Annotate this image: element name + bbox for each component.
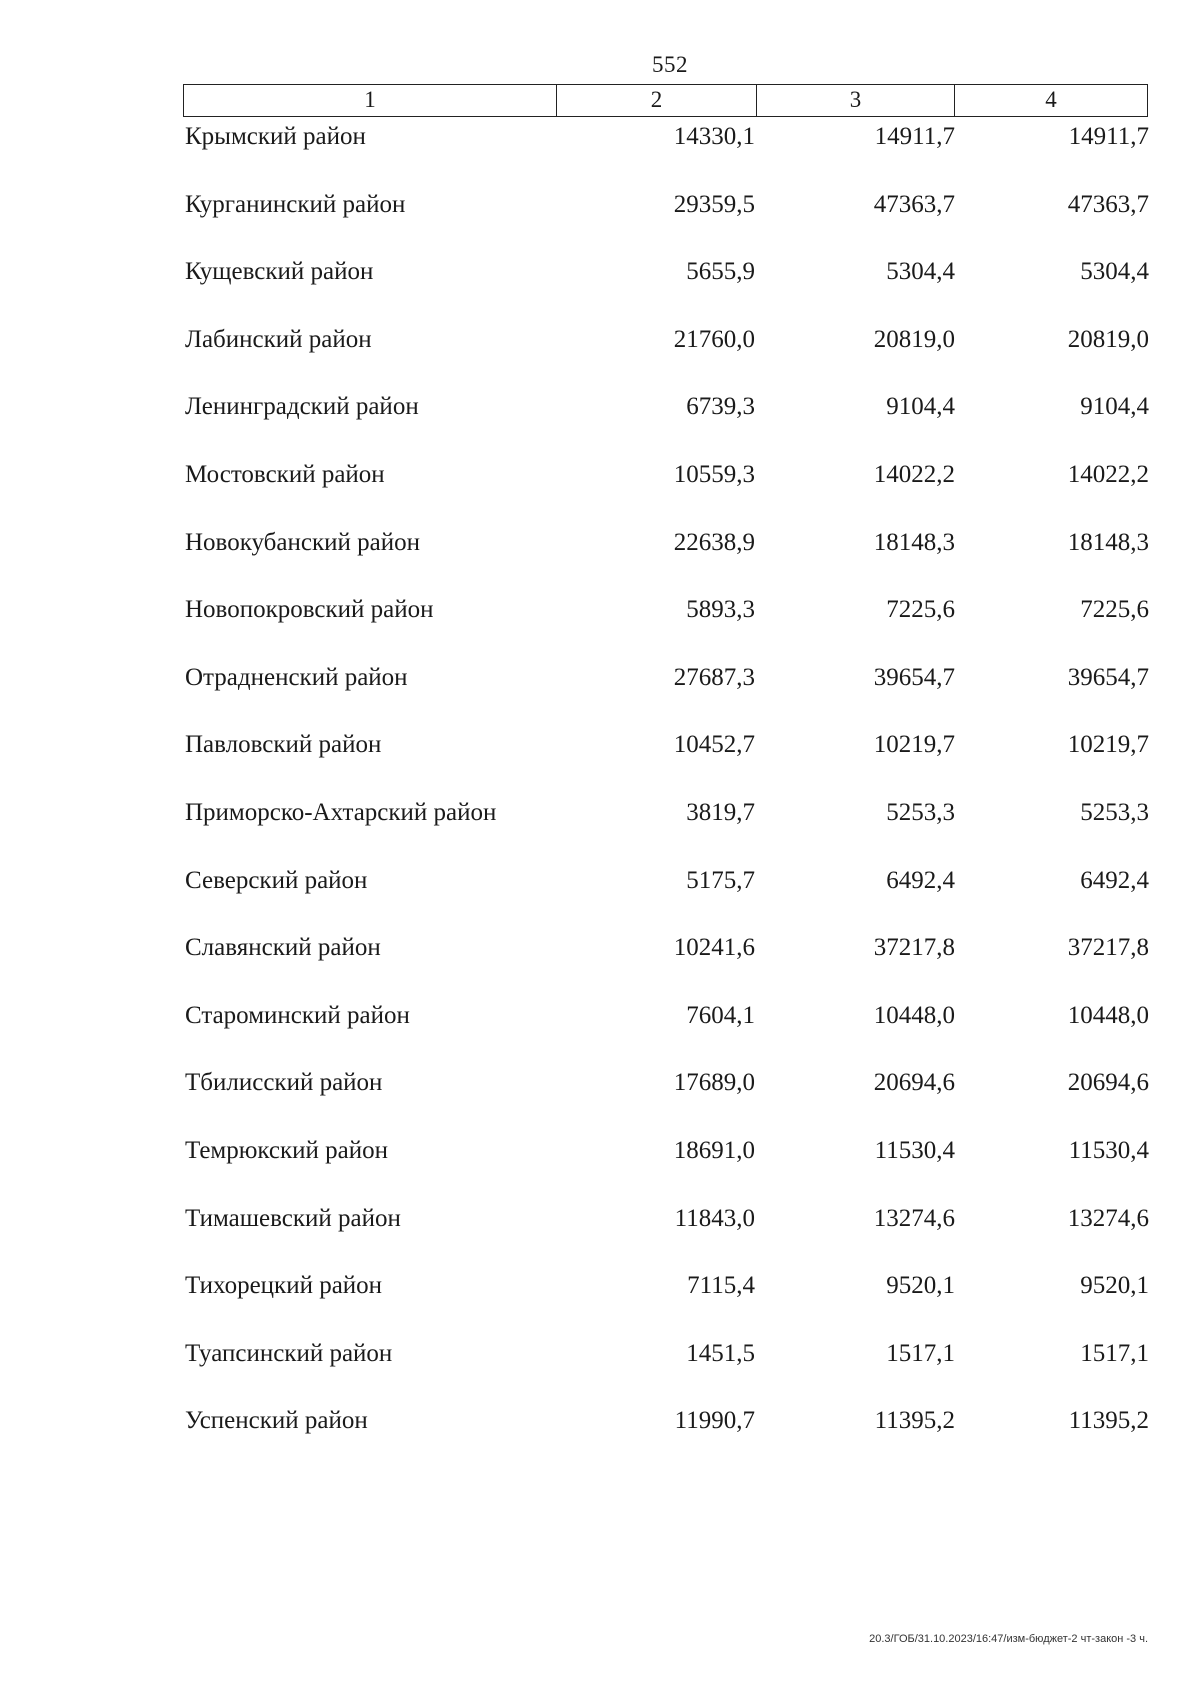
column-3-value-cell: 18148,3 [873,529,955,556]
column-4-value-cell: 37217,8 [1067,934,1149,961]
district-name-cell: Северский район [185,867,368,894]
table-row [183,728,1149,762]
column-4-value-cell: 13274,6 [1067,1205,1149,1232]
column-4-value-cell: 5253,3 [1080,799,1149,826]
district-name-cell: Туапсинский район [185,1340,393,1367]
column-3-value-cell: 37217,8 [873,934,955,961]
table-row [183,188,1149,222]
column-4-value-cell: 47363,7 [1067,191,1149,218]
column-3-value-cell: 11395,2 [874,1407,955,1434]
table-row [183,255,1149,289]
column-4-value-cell: 10448,0 [1067,1002,1149,1029]
column-4-value-cell: 9104,4 [1080,393,1149,420]
table-row [183,796,1149,830]
district-name-cell: Кущевский район [185,258,374,285]
table-row [183,1337,1149,1371]
column-2-value-cell: 27687,3 [673,664,755,691]
district-name-cell: Успенский район [185,1407,368,1434]
table-row [183,1202,1149,1236]
column-2-value-cell: 10452,7 [673,731,755,758]
column-2-value-cell: 1451,5 [686,1340,755,1367]
column-3-value-cell: 6492,4 [886,867,955,894]
column-3-value-cell: 5304,4 [886,258,955,285]
district-name-cell: Приморско-Ахтарский район [185,799,497,826]
column-2-value-cell: 21760,0 [673,326,755,353]
column-4-value-cell: 39654,7 [1067,664,1149,691]
column-4-value-cell: 11395,2 [1068,1407,1149,1434]
district-name-cell: Тбилисский район [185,1069,383,1096]
column-4-value-cell: 5304,4 [1080,258,1149,285]
column-2-value-cell: 11843,0 [674,1205,755,1232]
table-row [183,1134,1149,1168]
column-4-value-cell: 9520,1 [1080,1272,1149,1299]
column-2-value-cell: 5655,9 [686,258,755,285]
column-2-value-cell: 5893,3 [686,596,755,623]
column-2-value-cell: 22638,9 [673,529,755,556]
district-name-cell: Новопокровский район [185,596,434,623]
table-row [183,120,1149,154]
column-4-value-cell: 1517,1 [1080,1340,1149,1367]
column-4-value-cell: 11530,4 [1068,1137,1149,1164]
column-2-value-cell: 7604,1 [686,1002,755,1029]
table-row [183,390,1149,424]
table-row [183,458,1149,492]
column-3-value-cell: 14911,7 [874,123,955,150]
column-2-value-cell: 18691,0 [673,1137,755,1164]
district-name-cell: Тимашевский район [185,1205,401,1232]
column-3-value-cell: 20694,6 [873,1069,955,1096]
district-name-cell: Славянский район [185,934,381,961]
district-name-cell: Тихорецкий район [185,1272,383,1299]
column-3-value-cell: 5253,3 [886,799,955,826]
table-row [183,1066,1149,1100]
district-name-cell: Крымский район [185,123,366,150]
column-header-2: 2 [557,85,757,116]
district-name-cell: Павловский район [185,731,382,758]
column-4-value-cell: 14911,7 [1068,123,1149,150]
table-row [183,864,1149,898]
column-3-value-cell: 7225,6 [886,596,955,623]
column-3-value-cell: 39654,7 [873,664,955,691]
district-name-cell: Мостовский район [185,461,385,488]
column-2-value-cell: 11990,7 [674,1407,755,1434]
table-row [183,999,1149,1033]
table-header [183,84,1148,117]
column-2-value-cell: 14330,1 [673,123,755,150]
district-name-cell: Лабинский район [185,326,372,353]
column-2-value-cell: 10241,6 [673,934,755,961]
table-row [183,931,1149,965]
district-name-cell: Ленинградский район [185,393,419,420]
column-2-value-cell: 29359,5 [673,191,755,218]
column-3-value-cell: 10448,0 [873,1002,955,1029]
column-3-value-cell: 14022,2 [873,461,955,488]
column-2-value-cell: 10559,3 [673,461,755,488]
table-row [183,526,1149,560]
column-3-value-cell: 47363,7 [873,191,955,218]
column-3-value-cell: 1517,1 [886,1340,955,1367]
column-4-value-cell: 18148,3 [1067,529,1149,556]
column-3-value-cell: 11530,4 [874,1137,955,1164]
column-2-value-cell: 5175,7 [686,867,755,894]
column-3-value-cell: 9520,1 [886,1272,955,1299]
table-row [183,323,1149,357]
column-4-value-cell: 14022,2 [1067,461,1149,488]
column-4-value-cell: 10219,7 [1067,731,1149,758]
district-name-cell: Темрюкский район [185,1137,389,1164]
footer-stamp: 20.3/ГОБ/31.10.2023/16:47/изм-бюджет-2 чт-закон -3 ч. [869,1633,1148,1645]
column-header-3: 3 [757,85,955,116]
table-row [183,1269,1149,1303]
column-4-value-cell: 7225,6 [1080,596,1149,623]
column-2-value-cell: 3819,7 [686,799,755,826]
column-2-value-cell: 17689,0 [673,1069,755,1096]
district-name-cell: Отрадненский район [185,664,408,691]
table-row [183,593,1149,627]
district-name-cell: Курганинский район [185,191,406,218]
district-name-cell: Новокубанский район [185,529,420,556]
column-header-1: 1 [184,85,557,116]
district-name-cell: Староминский район [185,1002,410,1029]
column-4-value-cell: 20694,6 [1067,1069,1149,1096]
column-3-value-cell: 13274,6 [873,1205,955,1232]
column-2-value-cell: 6739,3 [686,393,755,420]
column-4-value-cell: 20819,0 [1067,326,1149,353]
column-3-value-cell: 10219,7 [873,731,955,758]
column-3-value-cell: 9104,4 [886,393,955,420]
column-header-4: 4 [1045,87,1057,112]
page-number: 552 [652,52,688,77]
column-3-value-cell: 20819,0 [873,326,955,353]
table-row [183,661,1149,695]
column-2-value-cell: 7115,4 [687,1272,755,1299]
column-4-value-cell: 6492,4 [1080,867,1149,894]
table-row [183,1404,1149,1438]
